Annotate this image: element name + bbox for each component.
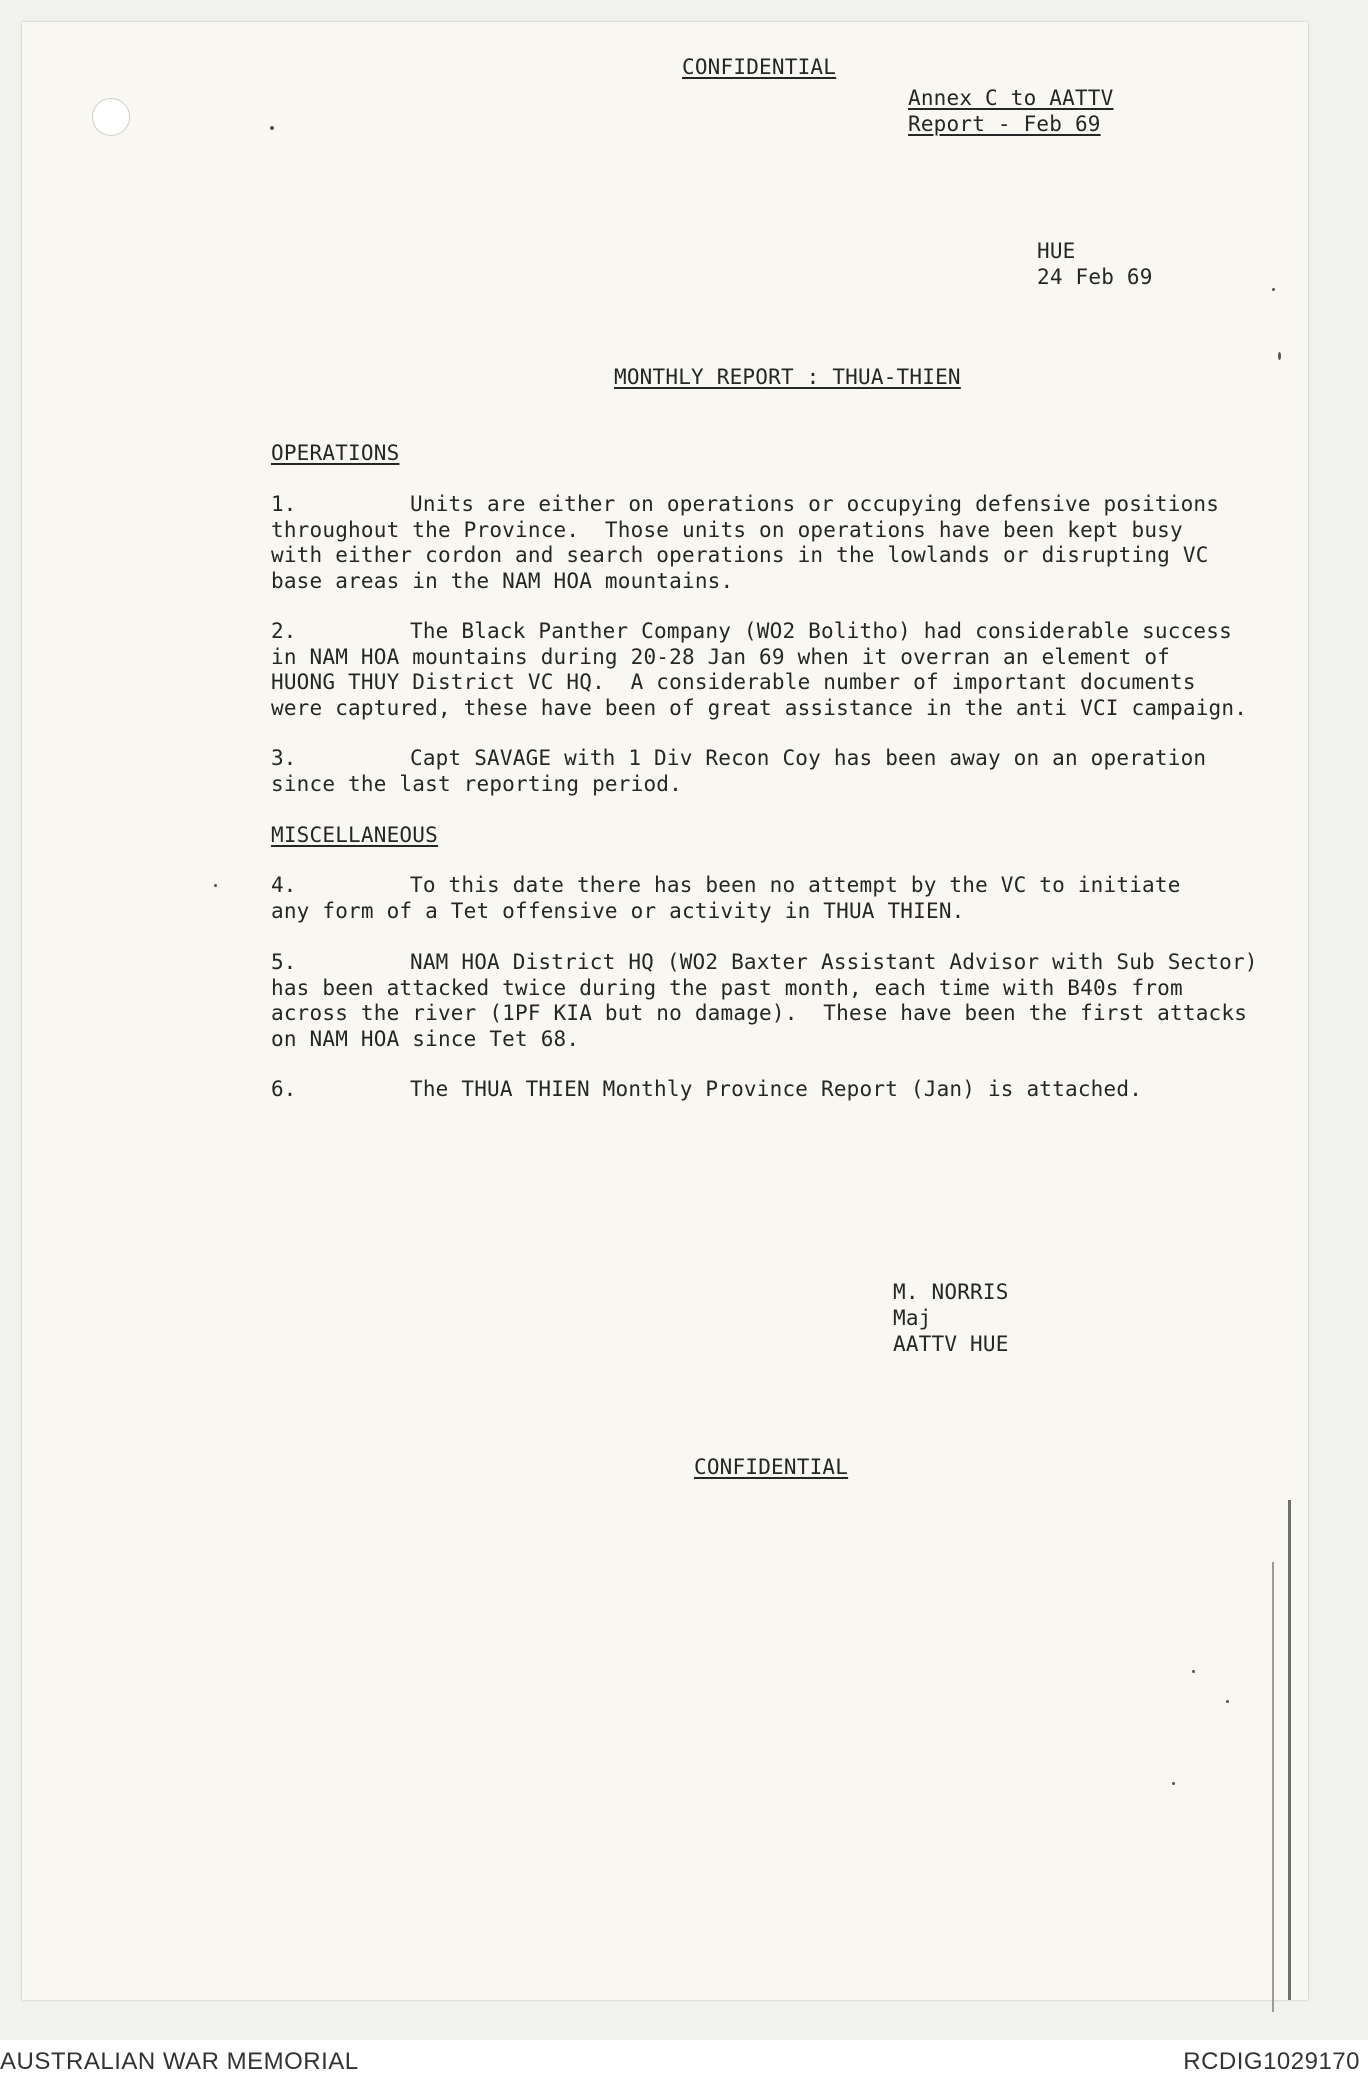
paragraph-line: on NAM HOA since Tet 68. <box>271 1026 580 1051</box>
paragraph-line: has been attacked twice during the past month, each time with B40s from <box>271 975 1183 1000</box>
paragraph-line: The THUA THIEN Monthly Province Report (Jan) is attached. <box>410 1077 1143 1101</box>
paragraph-number: 2. <box>271 619 297 643</box>
section-heading-operations: OPERATIONS <box>271 441 400 465</box>
paragraph-number: 3. <box>271 746 297 770</box>
paper-edge-shadow <box>1272 1562 1274 2012</box>
paragraph-number: 1. <box>271 492 297 516</box>
ink-speck <box>1272 288 1275 291</box>
paragraph-line: throughout the Province. Those units on operations have been kept busy <box>271 517 1183 542</box>
ink-speck <box>1226 1700 1229 1703</box>
classification-bottom: CONFIDENTIAL <box>694 1455 849 1479</box>
report-place: HUE <box>1037 239 1076 263</box>
paragraph-line: HUONG THUY District VC HQ. A considerable number of important documents <box>271 670 1196 694</box>
institution-label: AUSTRALIAN WAR MEMORIAL <box>0 2048 359 2075</box>
section-heading-miscellaneous: MISCELLANEOUS <box>271 823 438 847</box>
signature-unit: AATTV HUE <box>893 1332 1009 1356</box>
signature-name: M. NORRIS <box>893 1280 1009 1304</box>
paragraph-number: 6. <box>271 1077 297 1101</box>
paragraph-6 <box>271 1077 1271 1103</box>
paragraph-line: were captured, these have been of great assistance in the anti VCI campaign. <box>271 695 1248 720</box>
paragraph-line: NAM HOA District HQ (WO2 Baxter Assistant Advisor with Sub Sector) <box>410 950 1258 974</box>
annex-reference-line1: Annex C to AATTV <box>908 86 1114 110</box>
ink-speck <box>1172 1782 1175 1785</box>
paper-edge-fold <box>1288 1500 1291 2000</box>
paragraph-line: any form of a Tet offensive or activity in THUA THIEN. <box>271 898 965 923</box>
annex-reference-line2: Report - Feb 69 <box>908 112 1101 136</box>
paragraph-line: in NAM HOA mountains during 20-28 Jan 69 when it overran an element of <box>271 644 1171 669</box>
paragraph-line: To this date there has been no attempt by the VC to initiate <box>410 873 1181 897</box>
ink-speck <box>1278 352 1281 360</box>
paragraph-line: with either cordon and search operations in the lowlands or disrupting VC <box>271 543 1209 567</box>
paragraph-line: Units are either on operations or occupying defensive positions <box>410 492 1220 516</box>
paragraph-5 <box>271 950 1271 1052</box>
paragraph-3 <box>271 746 1271 797</box>
archive-footer <box>0 2040 1368 2082</box>
paragraph-line: The Black Panther Company (WO2 Bolitho) had considerable success <box>410 619 1232 643</box>
paragraph-2 <box>271 619 1271 721</box>
ink-speck <box>214 884 217 887</box>
record-id: RCDIG1029170 <box>1183 2048 1360 2075</box>
report-title: MONTHLY REPORT : THUA-THIEN <box>614 365 961 389</box>
paragraph-line: base areas in the NAM HOA mountains. <box>271 568 734 593</box>
paragraph-number: 4. <box>271 873 297 897</box>
paragraph-4 <box>271 873 1271 924</box>
paragraph-line: across the river (1PF KIA but no damage). These have been the first attacks <box>271 1001 1248 1025</box>
paragraph-line: since the last reporting period. <box>271 771 682 796</box>
signature-rank: Maj <box>893 1306 932 1330</box>
punch-hole <box>92 98 130 136</box>
report-date: 24 Feb 69 <box>1037 265 1153 289</box>
ink-speck <box>1192 1670 1195 1673</box>
paragraph-number: 5. <box>271 950 297 974</box>
paragraph-1 <box>271 492 1271 594</box>
ink-speck <box>270 126 274 130</box>
classification-top: CONFIDENTIAL <box>682 55 837 79</box>
paragraph-line: Capt SAVAGE with 1 Div Recon Coy has been away on an operation <box>410 746 1207 770</box>
